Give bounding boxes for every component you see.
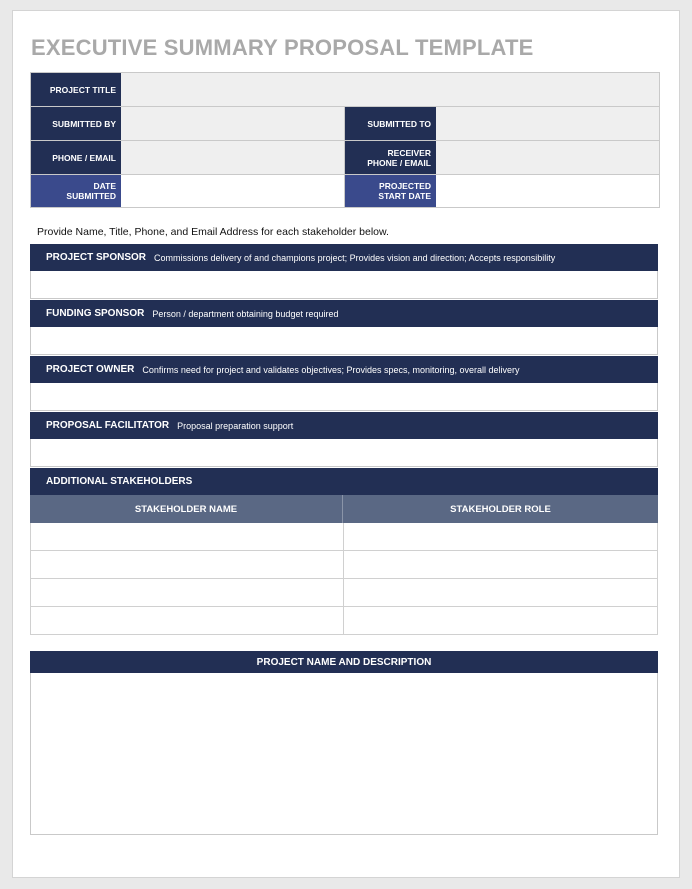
project-description-section (30, 651, 658, 835)
stakeholder-role-cell[interactable] (344, 523, 658, 551)
stakeholder-name-cell[interactable] (30, 523, 344, 551)
project-owner-field[interactable] (30, 383, 658, 411)
project-title-label: PROJECT TITLE (31, 73, 121, 106)
role-header (30, 300, 658, 327)
role-description: Confirms need for project and validates objectives; Provides specs, monitoring, overall delivery (142, 364, 520, 375)
row-phone (31, 141, 659, 175)
receiver-phone-email-label: RECEIVER PHONE / EMAIL (345, 141, 436, 174)
additional-stakeholders-title: ADDITIONAL STAKEHOLDERS (46, 476, 193, 487)
row-submitted (31, 107, 659, 141)
submitted-to-label: SUBMITTED TO (345, 107, 436, 140)
role-project-owner (30, 356, 658, 411)
table-row (30, 551, 658, 579)
project-title-field[interactable] (121, 73, 659, 106)
submitted-by-field[interactable] (121, 107, 345, 140)
project-description-header: PROJECT NAME AND DESCRIPTION (30, 651, 658, 673)
role-title: FUNDING SPONSOR (46, 308, 145, 319)
submitted-by-label: SUBMITTED BY (31, 107, 121, 140)
projected-start-date-label: PROJECTED START DATE (345, 175, 436, 207)
table-row (30, 607, 658, 635)
role-header (30, 356, 658, 383)
receiver-phone-email-field[interactable] (436, 141, 659, 174)
stakeholder-role-cell[interactable] (344, 551, 658, 579)
stakeholder-role-cell[interactable] (344, 579, 658, 607)
stakeholder-instructions: Provide Name, Title, Phone, and Email Address for each stakeholder below. (37, 226, 389, 238)
role-title: PROJECT SPONSOR (46, 252, 147, 263)
phone-email-label: PHONE / EMAIL (31, 141, 121, 174)
stakeholder-name-cell[interactable] (30, 579, 344, 607)
phone-email-field[interactable] (121, 141, 345, 174)
proposal-facilitator-field[interactable] (30, 439, 658, 467)
date-submitted-field[interactable] (121, 175, 345, 207)
role-description: Person / department obtaining budget required (152, 308, 339, 319)
role-description: Proposal preparation support (177, 420, 294, 431)
stakeholder-name-cell[interactable] (30, 607, 344, 635)
document-page (12, 10, 680, 878)
date-submitted-label: DATE SUBMITTED (31, 175, 121, 207)
additional-stakeholders-section (30, 468, 658, 635)
table-row (30, 579, 658, 607)
stakeholder-role-cell[interactable] (344, 607, 658, 635)
role-project-sponsor (30, 244, 658, 299)
stakeholder-name-cell[interactable] (30, 551, 344, 579)
role-proposal-facilitator (30, 412, 658, 467)
project-sponsor-field[interactable] (30, 271, 658, 299)
stakeholder-role-header: STAKEHOLDER ROLE (343, 495, 658, 523)
table-row (30, 523, 658, 551)
role-title: PROPOSAL FACILITATOR (46, 420, 170, 431)
stakeholder-name-header: STAKEHOLDER NAME (30, 495, 343, 523)
additional-stakeholders-header (30, 468, 658, 495)
role-header (30, 412, 658, 439)
row-dates (31, 175, 659, 208)
project-description-field[interactable] (30, 673, 658, 835)
project-info-table (30, 72, 660, 208)
projected-start-date-field[interactable] (436, 175, 659, 207)
stakeholder-table-header (30, 495, 658, 523)
funding-sponsor-field[interactable] (30, 327, 658, 355)
role-funding-sponsor (30, 300, 658, 355)
role-description: Commissions delivery of and champions project; Provides vision and direction; Accepts responsibility (154, 252, 556, 263)
submitted-to-field[interactable] (436, 107, 659, 140)
row-project-title (31, 73, 659, 107)
page-title: EXECUTIVE SUMMARY PROPOSAL TEMPLATE (31, 35, 534, 60)
role-title: PROJECT OWNER (46, 364, 135, 375)
role-header (30, 244, 658, 271)
